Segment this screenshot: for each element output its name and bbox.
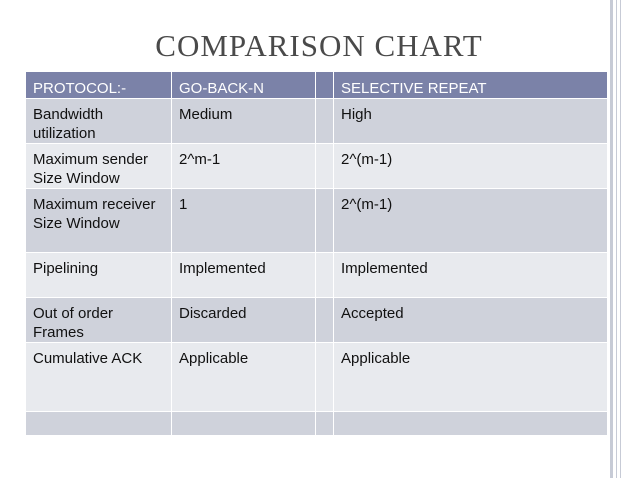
border-line (620, 0, 621, 478)
table-cell (316, 253, 334, 298)
table-cell: 2^(m-1) (334, 144, 608, 189)
table-cell (316, 99, 334, 144)
table-cell: Maximum sender Size Window (26, 144, 172, 189)
table-cell: Applicable (172, 343, 316, 412)
table-cell: Accepted (334, 298, 608, 343)
table-cell: Maximum receiver Size Window (26, 189, 172, 253)
table-cell: Out of order Frames (26, 298, 172, 343)
border-line (610, 0, 613, 478)
table-row (26, 412, 608, 436)
table-row (26, 189, 608, 253)
border-line (616, 0, 617, 478)
table-cell (316, 189, 334, 253)
table-cell: Pipelining (26, 253, 172, 298)
table-row (26, 343, 608, 412)
table-row (26, 99, 608, 144)
header-protocol: PROTOCOL:- (26, 72, 172, 99)
table-cell: 2^(m-1) (334, 189, 608, 253)
table-cell: 1 (172, 189, 316, 253)
table-cell: 2^m-1 (172, 144, 316, 189)
table-header-row (26, 72, 608, 99)
header-selective-repeat: SELECTIVE REPEAT (334, 72, 608, 99)
table-cell (316, 343, 334, 412)
table-cell: Implemented (172, 253, 316, 298)
page-title: COMPARISON CHART (155, 28, 483, 63)
table-row (26, 144, 608, 189)
table-cell: Implemented (334, 253, 608, 298)
table-cell: Medium (172, 99, 316, 144)
comparison-table (26, 72, 608, 436)
table-cell: Discarded (172, 298, 316, 343)
header-spacer (316, 72, 334, 99)
table-cell (26, 412, 172, 436)
table-cell: Bandwidth utilization (26, 99, 172, 144)
table-cell (316, 144, 334, 189)
table-cell (316, 412, 334, 436)
table-cell: Applicable (334, 343, 608, 412)
header-go-back-n: GO-BACK-N (172, 72, 316, 99)
table-cell (334, 412, 608, 436)
table-cell (316, 298, 334, 343)
table-row (26, 298, 608, 343)
table-cell: High (334, 99, 608, 144)
slide-right-border (608, 0, 638, 478)
table-cell (172, 412, 316, 436)
table-row (26, 253, 608, 298)
table-cell: Cumulative ACK (26, 343, 172, 412)
